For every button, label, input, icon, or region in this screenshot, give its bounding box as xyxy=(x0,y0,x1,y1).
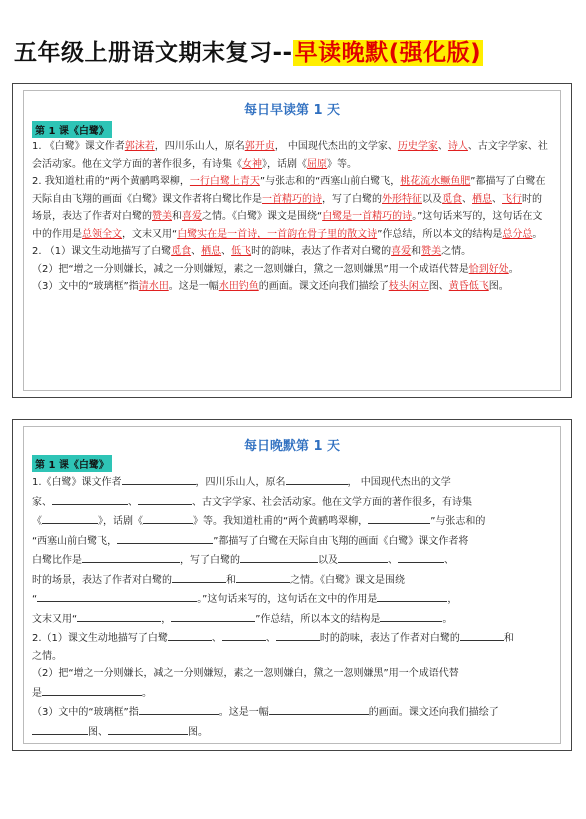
fill-blank[interactable] xyxy=(398,550,444,563)
answer: 总分总 xyxy=(502,228,533,240)
morning-q1: 1. 《白鹭》课文作者郭沫若，四川乐山人，原名郭开贞， 中国现代杰出的文学家、历史学家、诗人、古文字学家、社会活动家。他在文学方面的著作很多，有诗集《女神》，话剧《屈原》等。 xyxy=(32,141,548,170)
evening-line-9: 2.（1）课文生动地描写了白鹭 、 、 时的韵味，表达了作者对白鹭的 和 xyxy=(32,628,550,648)
evening-line-10: 之情。 xyxy=(32,650,62,662)
fill-blank[interactable] xyxy=(269,702,369,715)
morning-inner-frame xyxy=(23,90,561,391)
fill-blank[interactable] xyxy=(42,683,142,696)
answer: 飞行 xyxy=(502,193,522,205)
fill-blank[interactable] xyxy=(368,511,430,524)
answer: 恰到好处 xyxy=(468,263,509,275)
evening-lesson-tag: 第 1 课《白鹭》 xyxy=(32,455,112,472)
fill-blank[interactable] xyxy=(138,492,192,505)
evening-dictation-panel xyxy=(12,419,572,751)
evening-line-3: 《 》，话剧《 》等。我知道杜甫的“两个黄鹂鸣翠柳， ”与张志和的 xyxy=(32,511,550,531)
answer: 喜爱 xyxy=(182,211,202,222)
fill-blank[interactable] xyxy=(52,492,128,505)
answer: 外形特征 xyxy=(382,193,422,205)
answer: 赞美 xyxy=(421,246,442,257)
fill-blank[interactable] xyxy=(222,628,266,641)
evening-body xyxy=(32,472,550,741)
answer: 白鹭实在是一首诗，一首韵在骨子里的散文诗 xyxy=(177,228,378,240)
fill-blank[interactable] xyxy=(139,702,219,715)
answer: 栖息 xyxy=(201,246,222,257)
evening-line-14: 图、 图。 xyxy=(32,722,550,742)
fill-blank[interactable] xyxy=(108,722,188,735)
fill-blank[interactable] xyxy=(172,570,226,583)
answer: 女神 xyxy=(242,158,262,170)
evening-line-8: 文末又用“ ， ”作总结，所以本文的结构是 。 xyxy=(32,609,550,629)
evening-line-4: “西塞山前白鹭飞， ”都描写了白鹭在天际自由飞翔的画面《白鹭》课文作者将 xyxy=(32,531,550,551)
fill-blank[interactable] xyxy=(117,531,213,544)
fill-blank[interactable] xyxy=(380,609,442,622)
evening-line-5: 白鹭比作是 ，写了白鹭的 以及 、 、 xyxy=(32,550,550,570)
fill-blank[interactable] xyxy=(122,472,196,485)
fill-blank[interactable] xyxy=(171,609,255,622)
evening-title: 每日晚默第 1 天 xyxy=(243,439,341,454)
fill-blank[interactable] xyxy=(82,550,180,563)
fill-blank[interactable] xyxy=(37,589,197,602)
fill-blank[interactable] xyxy=(42,511,98,524)
morning-q4: （2）把“增之一分则嫌长，减之一分则嫌短，素之一忽则嫌白，黛之一忽则嫌黑”用一个成语代替是恰到好处。 xyxy=(32,263,519,275)
evening-line-6: 时的场景，表达了作者对白鹭的 和 之情。《白鹭》课文是围绕 xyxy=(32,570,550,590)
answer: 郭沫若 xyxy=(124,141,155,152)
evening-inner-frame xyxy=(23,426,561,744)
answer: 觅食 xyxy=(171,246,192,257)
page-title xyxy=(14,34,483,67)
answer: 低飞 xyxy=(231,246,252,257)
evening-line-7: “ 。”这句话来写的，这句话在文中的作用是 ， xyxy=(32,589,550,609)
page-title-main: 五年级上册语文期末复习-- xyxy=(14,40,293,66)
answer: 喜爱 xyxy=(391,246,412,257)
answer: 屈原 xyxy=(307,158,327,170)
fill-blank[interactable] xyxy=(460,628,504,641)
fill-blank[interactable] xyxy=(168,628,212,641)
morning-lesson-tag: 第 1 课《白鹭》 xyxy=(32,121,112,138)
morning-title: 每日早读第 1 天 xyxy=(243,103,341,118)
page-title-highlight: 早读晚默(强化版) xyxy=(294,40,482,66)
answer: 白鹭是一首精巧的诗 xyxy=(322,211,413,222)
fill-blank[interactable] xyxy=(77,609,161,622)
answer: 历史学家 xyxy=(397,141,438,152)
answer: 诗人 xyxy=(447,141,468,152)
evening-line-13: （3）文中的“玻璃框”指 。这是一幅 的画面。课文还向我们描绘了 xyxy=(32,702,550,722)
answer: 栖息 xyxy=(472,193,492,205)
fill-blank[interactable] xyxy=(240,550,318,563)
evening-line-12: 是 。 xyxy=(32,683,550,703)
fill-blank[interactable] xyxy=(143,511,193,524)
evening-line-1: 1.《白鹭》课文作者 ，四川乐山人，原名 ， 中国现代杰出的文学 xyxy=(32,472,550,492)
answer: 桃花流水鳜鱼肥 xyxy=(400,176,471,187)
fill-blank[interactable] xyxy=(32,722,88,735)
answer: 枝头闲立 xyxy=(388,281,429,292)
answer: 黄昏低飞 xyxy=(448,281,489,292)
answer: 总领全文 xyxy=(82,228,122,240)
morning-reading-panel xyxy=(12,83,572,398)
evening-line-2: 家、 、 、古文字学家、社会活动家。他在文学方面的著作很多，有诗集 xyxy=(32,492,550,512)
fill-blank[interactable] xyxy=(276,628,320,641)
morning-q2: 2. 我知道杜甫的“两个黄鹂鸣翠柳，一行白鹭上青天”与张志和的“西塞山前白鹭飞，桃花流水鳜鱼肥”都描写了白鹭在天际自由飞翔的画面《白鹭》课文作者将白鹭比作是一首精巧的诗，写了白鹭的外形特征以及觅食、栖息、飞行时的场景，表达了作者对白鹭的赞美和喜爱之情。《白鹭》课文是围绕“白鹭是一首精巧的诗。”这句话来写的，这句话在文中的作用是总领全文，文末又用“白鹭实在是一首诗，一首韵在骨子里的散文诗”作总结，所以本文的结构是总分总。 xyxy=(32,176,546,240)
fill-blank[interactable] xyxy=(236,570,290,583)
answer: 郭开贞 xyxy=(244,141,275,152)
answer: 水田钓鱼 xyxy=(218,281,259,292)
morning-q5: （3）文中的“玻璃框”指清水田。这是一幅水田钓鱼的画面。课文还向我们描绘了枝头闲立图、黄昏低飞图。 xyxy=(32,281,509,292)
fill-blank[interactable] xyxy=(286,472,348,485)
answer: 一行白鹭上青天 xyxy=(189,176,260,187)
evening-line-11: （2）把“增之一分则嫌长，减之一分则嫌短，素之一忽则嫌白，黛之一忽则嫌黑”用一个成语代替 xyxy=(32,668,459,679)
morning-body xyxy=(32,138,550,296)
answer: 清水田 xyxy=(138,281,169,292)
fill-blank[interactable] xyxy=(377,589,447,602)
fill-blank[interactable] xyxy=(338,550,388,563)
answer: 一首精巧的诗 xyxy=(262,193,322,205)
answer: 觅食 xyxy=(442,193,462,205)
answer: 赞美 xyxy=(152,211,172,222)
morning-q3: 2. （1）课文生动地描写了白鹭觅食、栖息、低飞时的韵味，表达了作者对白鹭的喜爱和赞美之情。 xyxy=(32,246,472,257)
